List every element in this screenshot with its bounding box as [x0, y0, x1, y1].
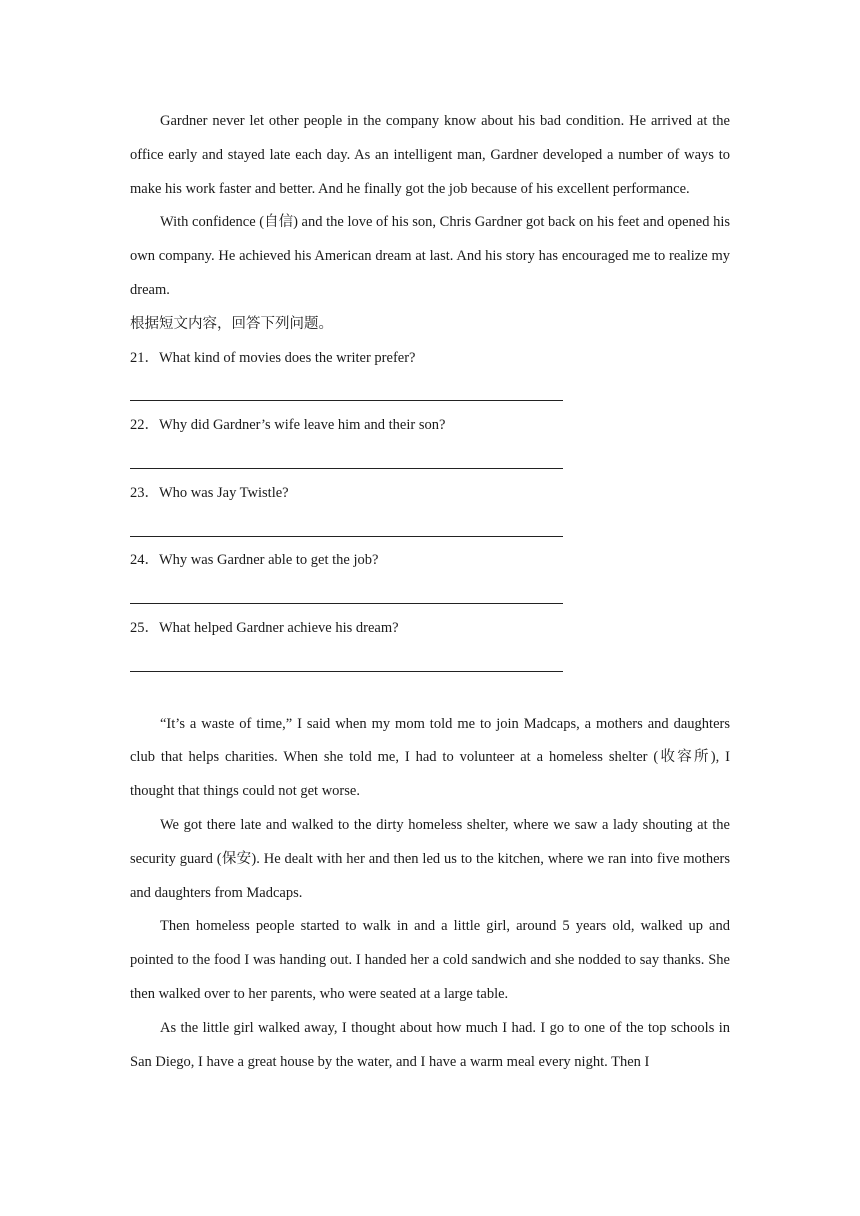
answer-line-21[interactable]: [130, 375, 730, 409]
question-22: 22．Why did Gardner’s wife leave him and their son?: [130, 417, 446, 434]
passage1-paragraph-1: Gardner never let other people in the company know about his bad condition. He arrived at the office early and stayed late each day. As an intelligent man, Gardner developed a number of ways to make his work faster and better. And he finally got the job because of his excellent performance.: [130, 113, 730, 197]
passage2-paragraph-4: As the little girl walked away, I thought about how much I had. I go to one of the top schools in San Diego, I have a great house by the water, and I have a warm meal every night. Then I: [130, 1019, 730, 1070]
passage1-paragraph-2: With confidence (自信) and the love of his son, Chris Gardner got back on his feet and opened his own company. He achieved his American dream at last. And his story has encouraged me to realize my dream.: [130, 214, 731, 298]
section-gap: [130, 680, 730, 708]
question-21: 21．What kind of movies does the writer prefer?: [130, 349, 416, 366]
passage2-paragraph-3: Then homeless people started to walk in and a little girl, around 5 years old, walked up and pointed to the food I was handing out. I handed her a cold sandwich and she nodded to say thanks. She then walked over to her parents, who were seated at a large table.: [130, 918, 730, 1002]
answer-line-22[interactable]: [130, 443, 730, 477]
question-24: 24．Why was Gardner able to get the job?: [130, 552, 379, 569]
question-25: 25．What helped Gardner achieve his dream?: [130, 619, 399, 636]
question-instruction: 根据短文内容，回答下列问题。: [130, 315, 333, 332]
answer-line-24[interactable]: [130, 578, 730, 612]
answer-line-23[interactable]: [130, 511, 730, 545]
answer-line-25[interactable]: [130, 646, 730, 680]
passage2-paragraph-1: “It’s a waste of time,” I said when my mom told me to join Madcaps, a mothers and daughters club that helps charities. When she told me, I had to volunteer at a homeless shelter (收容所), I thought that things could not get worse.: [130, 715, 730, 800]
passage2-paragraph-2: We got there late and walked to the dirty homeless shelter, where we saw a lady shouting at the security guard (保安). He dealt with her and then led us to the kitchen, where we ran into five mothers and daughters from Madcaps.: [130, 816, 730, 901]
document-page: [130, 105, 730, 1079]
question-23: 23．Who was Jay Twistle?: [130, 484, 289, 501]
